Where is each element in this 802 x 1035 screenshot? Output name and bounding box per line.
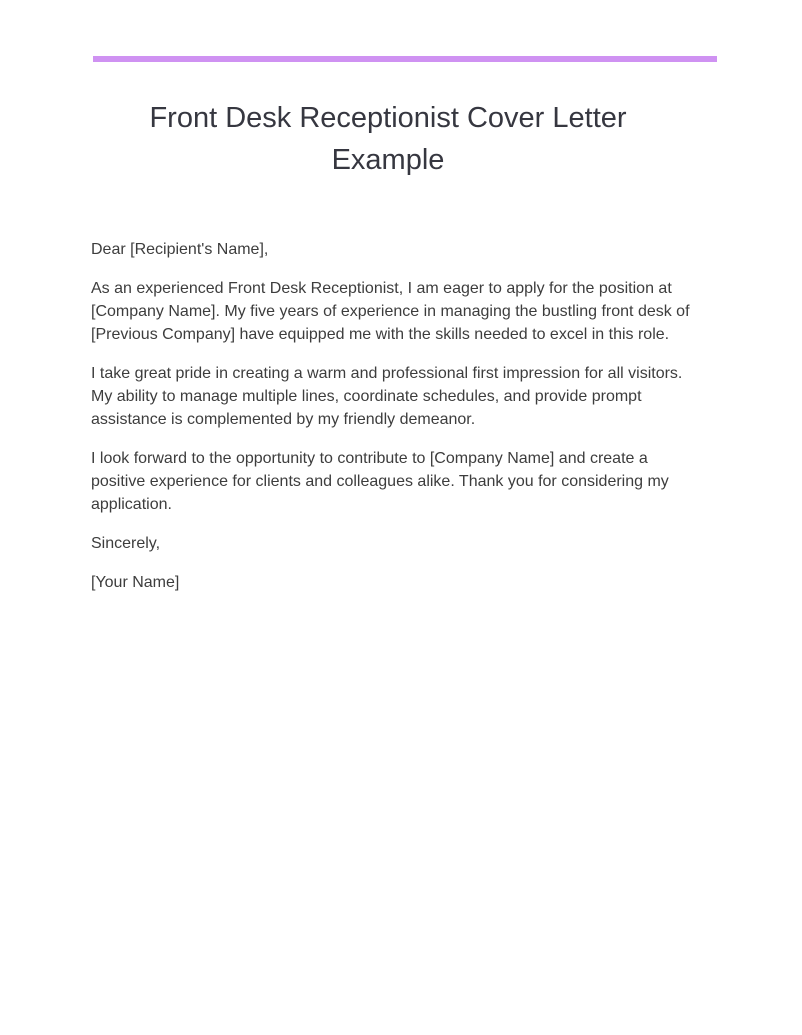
greeting: Dear [Recipient's Name], (91, 241, 269, 258)
paragraph-3: I look forward to the opportunity to contribute to [Company Name] and create a positive experience for clients and colleagues alike. Thank you for considering my application. (91, 450, 669, 513)
document-title: Front Desk Receptionist Cover Letter Example (149, 102, 627, 176)
accent-bar (93, 56, 717, 62)
signature: [Your Name] (91, 574, 180, 591)
paragraph-2: I take great pride in creating a warm and professional first impression for all visitors. My ability to manage multiple lines, coordinate schedules, and provide prompt assistance is complemented by my friendly demeanor. (91, 365, 683, 428)
paragraph-1: As an experienced Front Desk Receptionist, I am eager to apply for the position at [Company Name]. My five years of experience in managing the bustling front desk of [Previous Company] have equipped me with the skills needed to excel in this role. (91, 280, 690, 343)
letter-body (91, 238, 691, 610)
closing: Sincerely, (91, 535, 161, 552)
